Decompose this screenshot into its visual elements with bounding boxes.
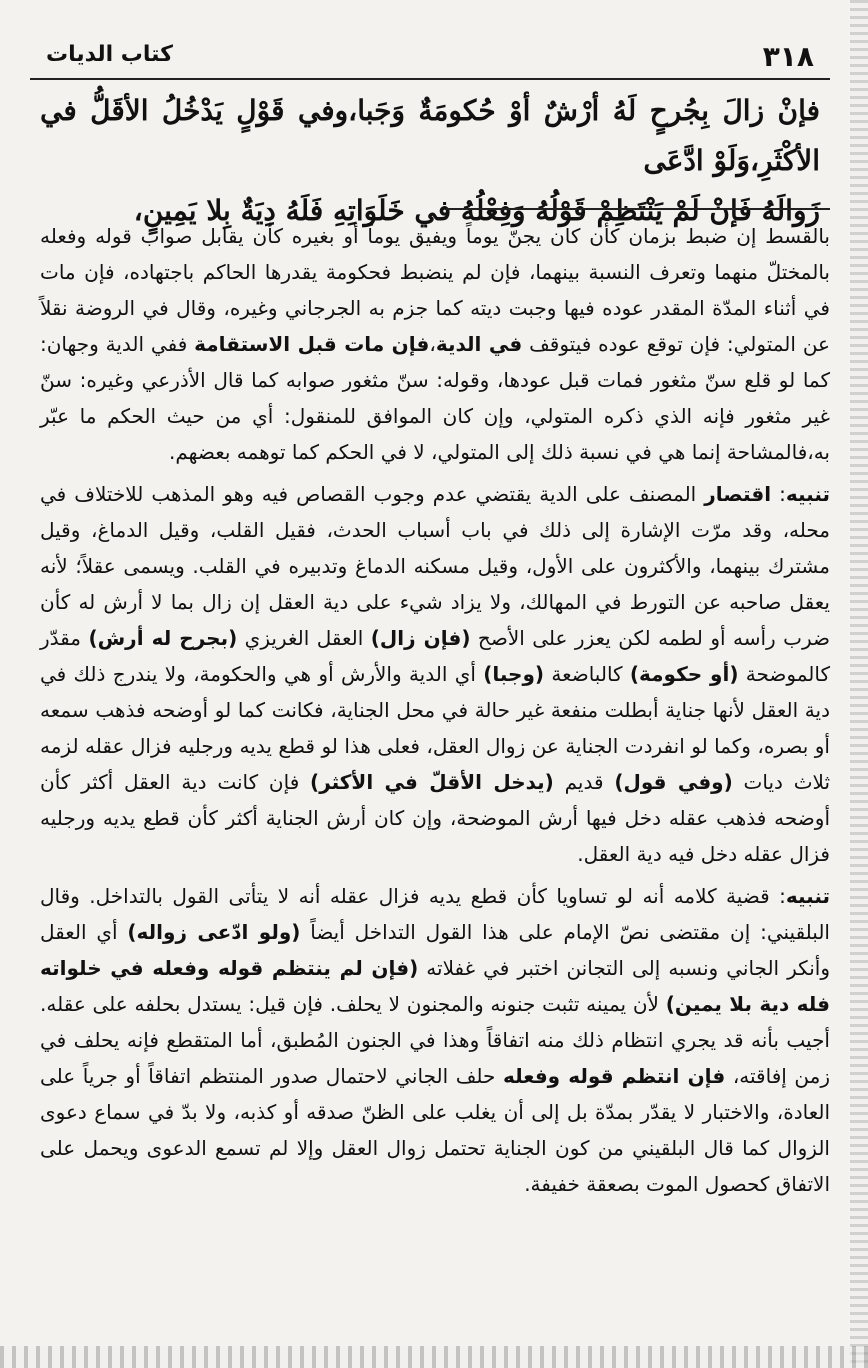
text-segment: : xyxy=(771,482,786,506)
page-number: ٣١٨ xyxy=(762,40,814,73)
text-segment: كالباضعة xyxy=(544,662,630,686)
header-rule xyxy=(30,78,830,80)
bold-quote-segment: اقتصار xyxy=(704,482,772,506)
text-segment: العقل الغريزي xyxy=(237,626,371,650)
bold-quote-segment: (فإن لم ينتظم قوله وفعله في خلواته فله دية بلا يمين) xyxy=(40,956,830,1016)
text-segment: ففي الدية وجهان: كما لو قلع سنّ مثغور فمات قبل عودها، وقوله: سنّ مثغور صوابه كما قال الأذرعي وغيره: سنّ غير مثغور فإنه الذي ذكره المتولي، وإن كان الموافق للمنقول: أي من حيث الحكم ما عبّر به،فالمشاحة إنما هي في نسبة ذلك إلى المتولي، لا في الحكم كما توهمه بعضهم. xyxy=(40,332,830,464)
text-segment: قديم xyxy=(553,770,615,794)
commentary-text xyxy=(40,218,830,1202)
bold-quote-segment: (أو حكومة) xyxy=(629,662,739,686)
text-segment: أي الدية والأرش أو هي والحكومة، ولا يندرج ذلك في دية العقل لأنها جناية أبطلت منفعة غير حالة في محل الجناية، فكانت كما لو أوضحه فذهب سمعه أو بصره، وكما لو انفردت الجناية عن زوال العقل، فعلى هذا لو قطع يديه ورجليه فزال عقله لزمه ثلاث ديات xyxy=(40,662,831,794)
text-segment: فإن كانت دية العقل أكثر كأن أوضحه فذهب عقله دخل فيها أرش الموضحة، وإن كان أرش الجناية أكثر كأن قطع يديه ورجليه فزال عقله دخل فيه دية العقل. xyxy=(40,770,830,866)
matn-text xyxy=(40,86,820,236)
decorative-bottom-border xyxy=(0,1346,868,1368)
text-segment: المصنف على الدية يقتضي عدم وجوب القصاص فيه وهو المذهب للاختلاف في محله، وقد مرّت الإشارة إلى ذلك في باب أسباب الحدث، فقيل القلب، وقيل الدماغ، وقيل مشترك بينهما، والأكثرون على الأول، وقيل مسكنه الدماغ وتدبيره في القلب. ويسمى عقلاً؛ لأنه يعقل صاحبه عن التورط في المهالك، ولا يزاد شيء على دية العقل إن زال بما لا أرش له كأن ضرب رأسه أو لطمه لكن يعزر على الأصح xyxy=(40,482,830,650)
bold-quote-segment: (وجبا) xyxy=(483,662,545,686)
commentary-paragraph-3 xyxy=(40,878,830,1202)
bold-quote-segment: فإن مات قبل الاستقامة xyxy=(194,332,430,356)
page-header xyxy=(30,30,830,78)
bold-quote-segment: تنبيه xyxy=(785,884,830,908)
text-segment: مقدّر كالموضحة xyxy=(40,626,831,686)
decorative-edge-border xyxy=(850,0,868,1368)
text-segment: ، xyxy=(429,332,436,356)
bold-quote-segment: (فإن زال) xyxy=(370,626,471,650)
text-segment: أي العقل وأنكر الجاني ونسبه إلى التجانن اختبر في غفلاته xyxy=(40,920,830,980)
bold-quote-segment: تنبيه xyxy=(785,482,830,506)
running-title: كتاب الديات xyxy=(46,42,173,67)
matn-line-1: فإنْ زالَ بِجُرحٍ لَهُ أرْشٌ أوْ حُكومَةٌ وَجَبا،وفي قَوْلٍ يَدْخُلُ الأقَلُّ في الأكْثَرِ،وَلَوْ ادَّعَى xyxy=(40,94,820,177)
bold-quote-segment: (يدخل الأقلّ في الأكثر) xyxy=(310,770,554,794)
text-segment: حلف الجاني لاحتمال صدور المنتظم اتفاقاً أو جرياً على العادة، والاختبار لا يقدّر بمدّة بل إلى أن يغلب على الظنّ صدقه أو كذبه، ولا بدّ في سماع دعوى الزوال كما قال البلقيني من كون الجناية تحتمل زوال العقل وإلا لم تسمع الدعوى ويحمل على الاتفاق كحصول الموت بصعقة خفيفة. xyxy=(40,1064,830,1196)
bold-quote-segment: فإن انتظم قوله وفعله xyxy=(502,1064,726,1088)
bold-quote-segment: في الدية xyxy=(435,332,523,356)
commentary-paragraph-2 xyxy=(40,476,830,872)
bold-quote-segment: (ولو ادّعى زواله) xyxy=(127,920,301,944)
text-segment: لأن يمينه تثبت جنونه والمجنون لا يحلف. فإن قيل: يستدل بحلفه على عقله. أجيب بأنه قد يجري انتظام ذلك منه اتفاقاً وهذا في الجنون المُطبق، أما المتقطع فإنه يحلف في زمن إفاقته، xyxy=(40,992,830,1088)
commentary-paragraph-1 xyxy=(40,218,830,470)
bold-quote-segment: (بجرح له أرش) xyxy=(88,626,238,650)
matn-line-2: زَوالَهُ فَإنْ لَمْ يَنْتَظِمْ قَوْلُهُ وَفِعْلُهُ في خَلَوَاتِهِ فَلَهُ دِيَةٌ بِلا يَمِينٍ، xyxy=(133,194,820,227)
text-segment: بالقسط إن ضبط بزمان كأن كان يجنّ يوماً ويفيق يوماً أو بغيره كأن يقابل صواب قوله وفعله بالمختلّ منهما وتعرف النسبة بينهما، فإن لم ينضبط فحكومة يقدرها الحاكم باجتهاده، فإن مات في أثناء المدّة المقدر عوده فيها وجبت ديته كما جزم به الجرجاني وغيره، وقال في الروضة نقلاً عن المتولي: فإن توقع عوده فيتوقف xyxy=(40,224,830,356)
bold-quote-segment: (وفي قول) xyxy=(614,770,733,794)
text-segment: : قضية كلامه أنه لو تساويا كأن قطع يديه فزال عقله أنه لا يتأتى القول بالتداخل. وقال البلقيني: إن مقتضى نصّ الإمام على هذا القول التداخل أيضاً xyxy=(40,884,830,944)
matn-divider xyxy=(446,208,830,210)
